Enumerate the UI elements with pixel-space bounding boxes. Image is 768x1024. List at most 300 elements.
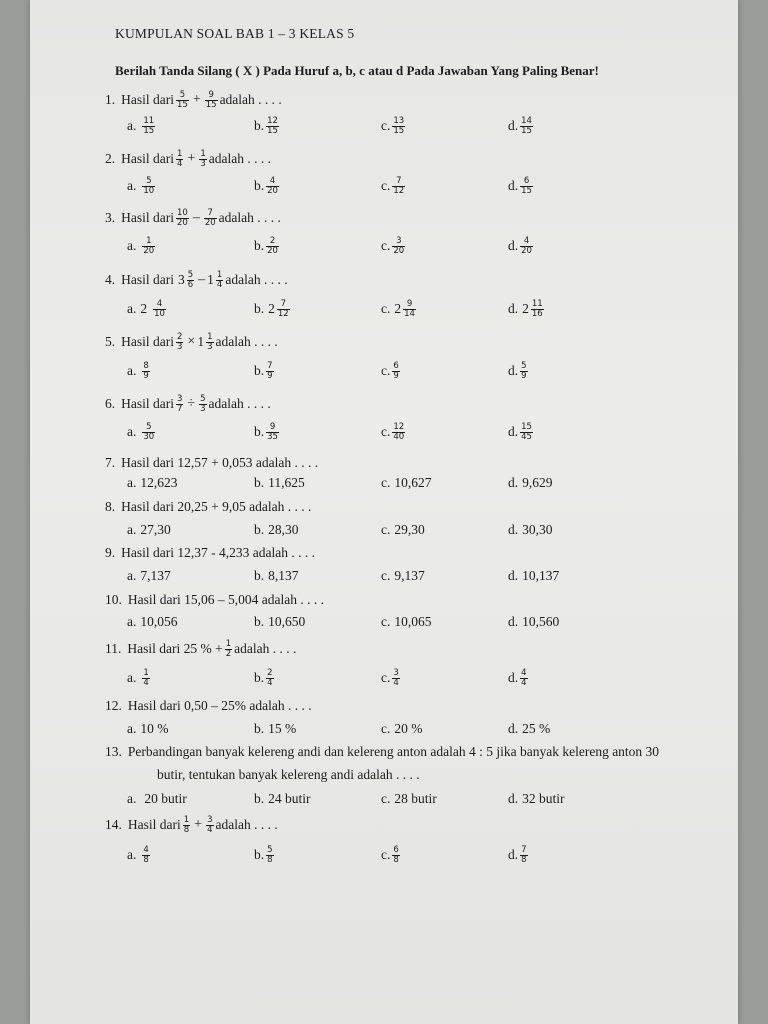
denominator: 8 (267, 854, 273, 865)
option-d[interactable] (508, 846, 530, 865)
numerator: 11 (143, 116, 155, 126)
numerator: 2 (267, 668, 273, 678)
denominator: 14 (404, 308, 415, 319)
question-text (121, 150, 271, 169)
question-3 (105, 209, 281, 228)
numerator: 3 (396, 236, 402, 246)
option-value: 30,30 (522, 522, 553, 537)
option-d[interactable] (508, 568, 559, 584)
fraction (520, 846, 527, 865)
numerator: 7 (396, 176, 402, 186)
numerator: 2 (177, 332, 183, 342)
fraction (277, 300, 290, 319)
denominator: 20 (204, 217, 216, 228)
option-letter: c. (381, 568, 391, 583)
numerator: 4 (156, 299, 163, 309)
option-d[interactable] (508, 721, 550, 737)
fraction (187, 271, 194, 290)
numerator: 12 (267, 116, 278, 126)
denominator: 4 (207, 824, 213, 835)
option-b[interactable] (254, 614, 305, 630)
option-letter: d. (508, 363, 519, 379)
option-c[interactable] (381, 669, 402, 688)
fraction (142, 669, 149, 688)
option-value: 8,137 (268, 568, 299, 583)
option-c[interactable] (381, 177, 407, 196)
option-letter: b. (254, 118, 265, 134)
question-text: Hasil dari 12,57 + 0,053 adalah . . . . (121, 455, 319, 470)
option-d[interactable] (508, 475, 553, 491)
option-letter: b. (254, 670, 265, 686)
option-letter: a. (127, 568, 137, 583)
fraction (199, 395, 206, 414)
fraction (199, 150, 206, 169)
question-number: 1. (105, 92, 116, 108)
denominator: 10 (143, 185, 155, 196)
option-value: 9,629 (522, 475, 553, 490)
fraction (266, 846, 273, 865)
option-value: 20 % (394, 721, 423, 736)
fraction (176, 150, 183, 169)
question-number: 4. (105, 272, 116, 288)
numerator: 5 (521, 361, 527, 371)
option-b[interactable] (254, 362, 276, 381)
question-6 (105, 395, 271, 414)
option-d[interactable] (508, 362, 530, 381)
option-letter: a. (127, 791, 137, 806)
numerator: 4 (269, 176, 276, 186)
option-letter: d. (508, 178, 519, 194)
option-letter: d. (508, 301, 519, 317)
option-value: 24 butir (268, 791, 311, 806)
question-1 (105, 91, 282, 110)
option-letter: c. (381, 475, 391, 490)
denominator: 30 (143, 431, 155, 442)
question-2 (105, 150, 271, 169)
numerator: 5 (200, 394, 206, 404)
option-c[interactable] (381, 237, 407, 256)
option-letter: d. (508, 614, 519, 629)
fraction (266, 362, 273, 381)
denominator: 15 (267, 125, 278, 136)
operator: + (192, 92, 201, 108)
denominator: 35 (267, 431, 278, 442)
question-suffix: adalah . . . . (208, 151, 271, 167)
option-letter: b. (254, 475, 265, 490)
question-suffix: adalah . . . . (218, 210, 281, 226)
option-letter: c. (381, 721, 391, 736)
option-a[interactable] (127, 669, 152, 688)
denominator: 45 (521, 431, 532, 442)
option-letter: a. (127, 118, 137, 134)
option-b[interactable] (254, 475, 305, 491)
option-letter: c. (381, 178, 391, 194)
fraction (266, 117, 279, 136)
numerator: 4 (143, 845, 149, 855)
numerator: 1 (146, 236, 152, 246)
question-number: 2. (105, 151, 116, 167)
option-value: 10,560 (522, 614, 560, 629)
option-letter: c. (381, 670, 391, 686)
denominator: 4 (216, 279, 223, 290)
option-letter: a. (127, 238, 137, 254)
option-letter: b. (254, 424, 265, 440)
fraction (520, 117, 533, 136)
denominator: 15 (177, 99, 188, 110)
denominator: 9 (267, 370, 273, 381)
option-a[interactable] (127, 423, 157, 442)
fraction (392, 362, 399, 381)
denominator: 3 (200, 403, 206, 414)
question-text: Hasil dari 20,25 + 9,05 adalah . . . . (121, 499, 312, 514)
question-12 (105, 698, 312, 714)
operator: + (194, 817, 203, 833)
option-letter: d. (508, 847, 519, 863)
numerator: 12 (393, 422, 405, 432)
numerator: 11 (531, 299, 543, 309)
option-letter: a. (127, 363, 137, 379)
question-text (121, 209, 281, 228)
numerator: 1 (183, 815, 190, 825)
option-a[interactable] (127, 475, 178, 491)
option-letter: c. (381, 118, 391, 134)
option-value: 11,625 (268, 475, 305, 490)
denominator: 8 (521, 854, 527, 865)
option-d[interactable] (508, 300, 546, 319)
numerator: 9 (406, 299, 413, 309)
numerator: 3 (393, 668, 399, 678)
denominator: 20 (177, 217, 188, 228)
question-14 (105, 816, 278, 835)
fraction (153, 300, 166, 319)
numerator: 5 (187, 270, 194, 280)
option-letter: d. (508, 522, 519, 537)
numerator: 2 (269, 236, 276, 246)
numerator: 6 (393, 845, 399, 855)
question-suffix: adalah . . . . (219, 92, 282, 108)
option-a[interactable] (127, 568, 171, 584)
option-value: 10,650 (268, 614, 306, 629)
fraction (176, 209, 189, 228)
operator: ÷ (187, 396, 196, 412)
fraction (403, 300, 416, 319)
option-c[interactable] (381, 846, 402, 865)
option-c[interactable] (381, 522, 425, 538)
question-suffix: adalah . . . . (225, 272, 288, 288)
question-text (121, 333, 278, 352)
whole-number: 1 (197, 334, 205, 350)
option-b[interactable] (254, 300, 292, 319)
fraction (531, 300, 544, 319)
numerator: 9 (269, 422, 276, 432)
option-value: 7,137 (140, 568, 171, 583)
question-prefix: Hasil dari (121, 92, 174, 108)
option-letter: c. (381, 522, 391, 537)
option-letter: b. (254, 238, 265, 254)
question-suffix: adalah . . . . (215, 817, 278, 833)
option-c[interactable] (381, 721, 423, 737)
denominator: 9 (521, 370, 527, 381)
fraction (206, 333, 213, 352)
numerator: 8 (143, 361, 149, 371)
denominator: 15 (205, 99, 217, 110)
option-a[interactable] (127, 362, 152, 381)
fraction (520, 237, 533, 256)
option-letter: d. (508, 424, 519, 440)
denominator: 3 (207, 341, 213, 352)
fraction (142, 423, 155, 442)
numerator: 3 (177, 394, 183, 404)
option-letter: b. (254, 614, 265, 629)
option-d[interactable] (508, 177, 535, 196)
operator: × (187, 334, 196, 350)
option-value: 9,137 (394, 568, 425, 583)
fraction (266, 669, 273, 688)
fraction (392, 423, 405, 442)
option-letter: d. (508, 568, 519, 583)
numerator: 7 (521, 845, 527, 855)
numerator: 3 (207, 815, 213, 825)
numerator: 15 (521, 422, 532, 432)
numerator: 14 (521, 116, 532, 126)
option-letter: a. (127, 424, 137, 440)
numerator: 4 (521, 668, 527, 678)
denominator: 8 (183, 824, 190, 835)
option-letter: d. (508, 118, 519, 134)
whole-number: 2 (394, 301, 402, 317)
numerator: 5 (179, 90, 186, 100)
option-value: 29,30 (394, 522, 425, 537)
denominator: 20 (521, 245, 532, 256)
numerator: 1 (207, 332, 213, 342)
question-number: 12. (105, 698, 122, 713)
question-suffix: adalah . . . . (234, 641, 297, 657)
option-value: 28,30 (268, 522, 299, 537)
option-d[interactable] (508, 669, 530, 688)
option-b[interactable] (254, 117, 281, 136)
question-text (127, 640, 296, 659)
operator: – (192, 210, 200, 226)
option-b[interactable] (254, 237, 281, 256)
fraction (392, 177, 405, 196)
operator: + (187, 151, 196, 167)
denominator: 40 (393, 431, 405, 442)
denominator: 2 (225, 648, 232, 659)
option-letter: d. (508, 670, 519, 686)
denominator: 8 (143, 854, 149, 865)
option-b[interactable] (254, 791, 311, 807)
option-b[interactable] (254, 423, 281, 442)
fraction (176, 395, 183, 414)
denominator: 12 (277, 308, 289, 319)
numerator: 1 (216, 270, 223, 280)
question-number: 5. (105, 334, 116, 350)
option-letter: c. (381, 847, 391, 863)
option-c[interactable] (381, 568, 425, 584)
option-letter: b. (254, 301, 265, 317)
question-11 (105, 640, 296, 659)
option-value: 10 % (140, 721, 169, 736)
option-c[interactable] (381, 117, 407, 136)
denominator: 15 (143, 125, 155, 136)
option-value: 10,056 (140, 614, 178, 629)
option-value: 12,623 (140, 475, 178, 490)
numerator: 5 (146, 422, 152, 432)
option-letter: c. (381, 301, 391, 317)
option-value: 27,30 (140, 522, 171, 537)
question-prefix: Hasil dari (127, 817, 181, 833)
option-letter: d. (508, 721, 519, 736)
fraction (392, 846, 399, 865)
question-number: 10. (105, 592, 122, 607)
fraction (266, 177, 279, 196)
option-b[interactable] (254, 721, 296, 737)
denominator: 20 (393, 245, 405, 256)
option-a[interactable] (127, 300, 168, 319)
denominator: 4 (393, 677, 399, 688)
option-a[interactable] (127, 721, 169, 737)
option-value: 10,627 (394, 475, 432, 490)
fraction (520, 362, 527, 381)
option-letter: a. (127, 522, 137, 537)
option-letter: b. (254, 363, 265, 379)
question-10 (105, 592, 324, 608)
option-a[interactable] (127, 614, 178, 630)
denominator: 6 (187, 279, 194, 290)
denominator: 16 (531, 308, 543, 319)
numerator: 5 (146, 176, 152, 186)
denominator: 9 (143, 370, 149, 381)
numerator: 7 (280, 299, 286, 309)
question-number: 7. (105, 455, 116, 470)
whole-number: 2 (268, 301, 275, 317)
whole-number: 2 (140, 301, 148, 317)
option-c[interactable] (381, 300, 418, 319)
numerator: 9 (208, 90, 214, 100)
option-d[interactable] (508, 117, 535, 136)
numerator: 1 (225, 639, 232, 649)
denominator: 4 (177, 158, 183, 169)
option-a[interactable] (127, 117, 157, 136)
denominator: 9 (393, 370, 399, 381)
fraction (225, 640, 232, 659)
question-suffix: adalah . . . . (208, 396, 271, 412)
option-d[interactable] (508, 614, 559, 630)
fraction (142, 846, 149, 865)
option-b[interactable] (254, 177, 281, 196)
option-value: 10,137 (522, 568, 560, 583)
numerator: 13 (393, 116, 405, 126)
fraction (520, 177, 533, 196)
option-d[interactable] (508, 423, 535, 442)
fraction (142, 177, 155, 196)
numerator: 1 (143, 668, 149, 678)
denominator: 8 (393, 854, 399, 865)
option-d[interactable] (508, 791, 565, 807)
question-number: 14. (105, 817, 122, 833)
question-text: Perbandingan banyak kelereng andi dan kelereng anton adalah 4 : 5 jika banyak kelereng anton 30 (127, 744, 660, 759)
question-prefix: Hasil dari (121, 272, 174, 288)
fraction (142, 117, 155, 136)
option-a[interactable] (127, 846, 152, 865)
option-a[interactable] (127, 177, 157, 196)
option-letter: a. (127, 670, 137, 686)
fraction (183, 816, 190, 835)
denominator: 15 (521, 185, 532, 196)
option-value: 15 % (268, 721, 297, 736)
option-a[interactable] (127, 791, 187, 807)
option-c[interactable] (381, 614, 432, 630)
denominator: 3 (200, 158, 206, 169)
option-c[interactable] (381, 791, 437, 807)
whole-number: 1 (207, 272, 214, 288)
option-a[interactable] (127, 237, 157, 256)
numerator: 7 (267, 361, 273, 371)
option-letter: c. (381, 424, 391, 440)
numerator: 1 (177, 149, 183, 159)
question-5 (105, 333, 278, 352)
fraction (142, 237, 155, 256)
option-letter: b. (254, 568, 265, 583)
option-letter: a. (127, 614, 137, 629)
denominator: 12 (393, 185, 405, 196)
question-prefix: Hasil dari (121, 151, 174, 167)
option-b[interactable] (254, 669, 276, 688)
paper-sheet (30, 0, 738, 1024)
option-letter: a. (127, 475, 137, 490)
option-b[interactable] (254, 846, 276, 865)
option-value: 20 butir (144, 791, 187, 806)
option-a[interactable] (127, 522, 171, 538)
option-c[interactable] (381, 362, 402, 381)
question-text (128, 816, 278, 835)
question-text: Hasil dari 12,37 - 4,233 adalah . . . . (121, 545, 315, 560)
fraction (392, 117, 405, 136)
numerator: 10 (177, 208, 188, 218)
option-c[interactable] (381, 475, 432, 491)
option-d[interactable] (508, 237, 535, 256)
option-b[interactable] (254, 522, 299, 538)
option-letter: b. (254, 522, 265, 537)
option-b[interactable] (254, 568, 299, 584)
question-number: 9. (105, 545, 116, 560)
question-text (121, 271, 287, 290)
denominator: 20 (267, 185, 278, 196)
option-letter: a. (127, 847, 137, 863)
fraction (216, 271, 223, 290)
option-letter: b. (254, 178, 265, 194)
denominator: 20 (267, 245, 278, 256)
option-letter: a. (127, 721, 137, 736)
option-c[interactable] (381, 423, 407, 442)
fraction (204, 209, 217, 228)
option-letter: c. (381, 614, 391, 629)
question-number: 3. (105, 210, 116, 226)
document-title: KUMPULAN SOAL BAB 1 – 3 KELAS 5 (115, 26, 355, 41)
question-suffix: adalah . . . . (215, 334, 278, 350)
denominator: 20 (143, 245, 155, 256)
question-prefix: Hasil dari (121, 210, 174, 226)
fraction (206, 816, 213, 835)
denominator: 15 (521, 125, 532, 136)
whole-number: 3 (178, 272, 185, 288)
fraction (392, 669, 399, 688)
question-number: 6. (105, 396, 116, 412)
option-letter: a. (127, 301, 137, 317)
denominator: 4 (521, 677, 527, 688)
option-d[interactable] (508, 522, 553, 538)
option-letter: b. (254, 791, 265, 806)
